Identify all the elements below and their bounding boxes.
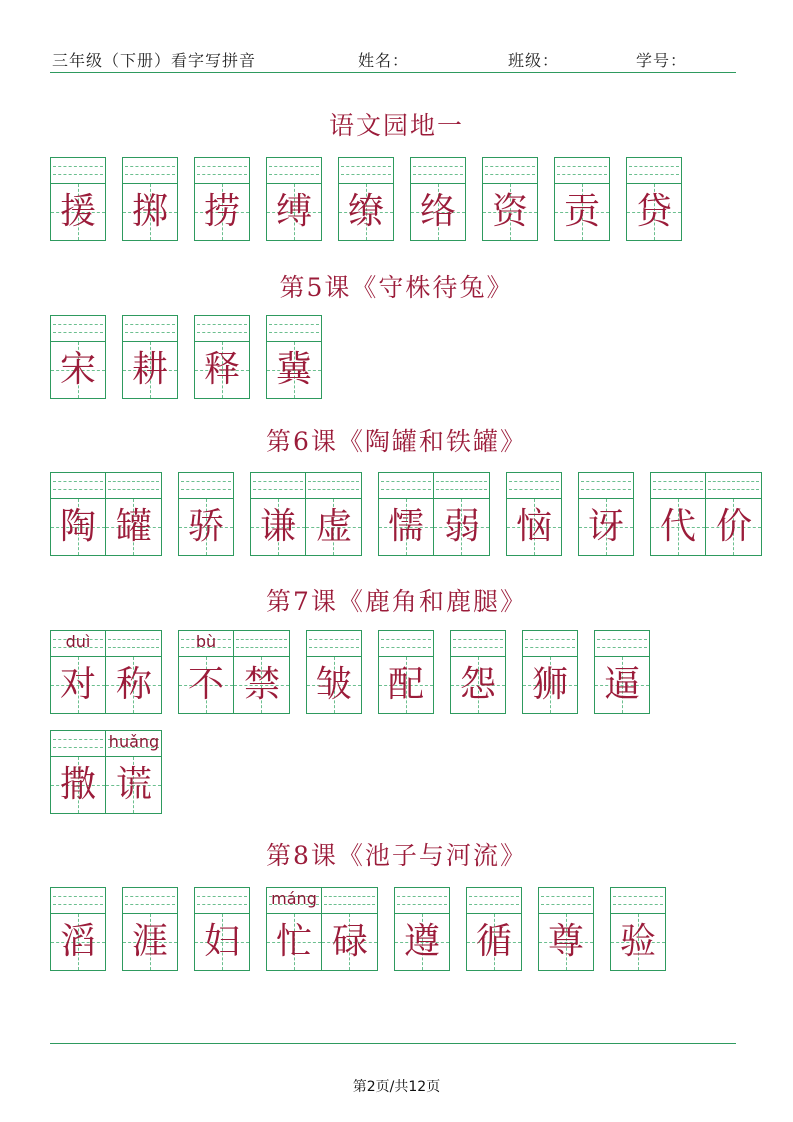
- pinyin-text: bù: [195, 632, 217, 651]
- chinese-character: 络: [419, 191, 456, 232]
- character-cell: [706, 472, 762, 558]
- chinese-character: 循: [475, 921, 512, 962]
- chinese-character: 弱: [443, 506, 480, 547]
- word-group: [306, 630, 362, 716]
- chinese-character: 贡: [563, 191, 600, 232]
- lesson-title: 第6课《陶罐和铁罐》: [266, 427, 527, 456]
- lesson-title: 第5课《守株待兔》: [279, 273, 514, 302]
- chinese-character: 耕: [131, 349, 168, 390]
- word-group: [378, 630, 434, 716]
- word-group: [250, 472, 362, 558]
- pinyin-writing-box[interactable]: [706, 472, 762, 498]
- character-cell: [194, 157, 250, 243]
- pinyin-text: máng: [271, 889, 317, 908]
- pinyin-writing-box[interactable]: [466, 887, 522, 913]
- word-group: [378, 472, 490, 558]
- pinyin-writing-box[interactable]: [122, 315, 178, 341]
- character-cell: [266, 157, 322, 243]
- pinyin-writing-box[interactable]: [122, 887, 178, 913]
- pinyin-writing-box[interactable]: [50, 472, 106, 498]
- class-label: 班级：: [508, 51, 560, 70]
- chinese-character: 谎: [115, 764, 152, 805]
- chinese-character: 撒: [59, 764, 96, 805]
- character-cell: [106, 730, 162, 816]
- chinese-character: 援: [59, 191, 96, 232]
- character-cell: [538, 887, 594, 973]
- pinyin-writing-box[interactable]: [506, 472, 562, 498]
- chinese-character: 遵: [403, 921, 440, 962]
- pinyin-writing-box[interactable]: [410, 157, 466, 183]
- name-label: 姓名：: [358, 51, 410, 70]
- pinyin-writing-box[interactable]: [194, 315, 250, 341]
- pinyin-writing-box[interactable]: [50, 315, 106, 341]
- pinyin-writing-box[interactable]: [450, 630, 506, 656]
- chinese-character: 讶: [587, 506, 624, 547]
- character-cell: [50, 315, 106, 401]
- pinyin-writing-box[interactable]: [554, 157, 610, 183]
- chinese-character: 懦: [387, 506, 424, 547]
- character-cell: [306, 472, 362, 558]
- pinyin-writing-box[interactable]: [394, 887, 450, 913]
- lesson-title: 语文园地一: [328, 111, 464, 140]
- chinese-character: 缚: [275, 191, 312, 232]
- page-number: 第2页/共12页: [352, 1079, 441, 1095]
- character-cell: [266, 887, 322, 973]
- character-cell: [594, 630, 650, 716]
- character-cell: [482, 157, 538, 243]
- pinyin-writing-box[interactable]: [266, 157, 322, 183]
- pinyin-writing-box[interactable]: [106, 630, 162, 656]
- pinyin-writing-box[interactable]: [610, 887, 666, 913]
- pinyin-writing-box[interactable]: [538, 887, 594, 913]
- pinyin-writing-box[interactable]: [306, 472, 362, 498]
- word-group: [178, 472, 234, 558]
- chinese-character: 缭: [347, 191, 384, 232]
- worksheet-title: 三年级（下册）看字写拼音: [52, 51, 257, 70]
- word-group: [194, 887, 250, 973]
- character-cell: [650, 472, 706, 558]
- word-group: [122, 315, 178, 401]
- chinese-character: 忙: [275, 921, 312, 962]
- word-group: [554, 157, 610, 243]
- character-cell: [266, 315, 322, 401]
- character-cell: [434, 472, 490, 558]
- chinese-character: 狮: [531, 664, 568, 705]
- word-group: [482, 157, 538, 243]
- pinyin-writing-box[interactable]: [434, 472, 490, 498]
- character-cell: [610, 887, 666, 973]
- word-group: [594, 630, 650, 716]
- character-cell: [122, 157, 178, 243]
- chinese-character: 滔: [59, 921, 96, 962]
- word-group: [194, 157, 250, 243]
- chinese-character: 配: [387, 664, 424, 705]
- character-cell: [250, 472, 306, 558]
- word-group: [50, 157, 106, 243]
- word-group: [122, 887, 178, 973]
- word-group: [538, 887, 594, 973]
- character-cell: [50, 887, 106, 973]
- word-group: [50, 472, 162, 558]
- character-cell: [50, 157, 106, 243]
- word-group: [650, 472, 762, 558]
- chinese-character: 代: [659, 506, 696, 547]
- word-group: [466, 887, 522, 973]
- character-cell: [234, 630, 290, 716]
- pinyin-writing-box[interactable]: [50, 887, 106, 913]
- chinese-character: 谦: [259, 506, 296, 547]
- chinese-character: 骄: [187, 506, 224, 547]
- pinyin-writing-box[interactable]: [378, 472, 434, 498]
- chinese-character: 禁: [243, 664, 280, 705]
- chinese-character: 资: [491, 191, 528, 232]
- word-group: [450, 630, 506, 716]
- character-cell: [410, 157, 466, 243]
- chinese-character: 恼: [515, 506, 552, 547]
- word-group: [578, 472, 634, 558]
- pinyin-writing-box[interactable]: [122, 157, 178, 183]
- word-group: [50, 730, 162, 816]
- character-cell: [194, 315, 250, 401]
- pinyin-text: duì: [65, 632, 91, 651]
- student-id-label: 学号：: [636, 51, 688, 70]
- character-cell: [122, 315, 178, 401]
- character-cell: [306, 630, 362, 716]
- pinyin-writing-box[interactable]: [106, 472, 162, 498]
- word-group: [266, 315, 322, 401]
- character-cell: [378, 472, 434, 558]
- chinese-character: 逼: [603, 664, 640, 705]
- chinese-character: 尊: [547, 921, 584, 962]
- chinese-character: 释: [203, 349, 240, 390]
- pinyin-writing-box[interactable]: [50, 157, 106, 183]
- word-group: [410, 157, 466, 243]
- pinyin-writing-box[interactable]: [378, 630, 434, 656]
- word-group: [506, 472, 562, 558]
- word-group: [610, 887, 666, 973]
- word-group: [626, 157, 682, 243]
- chinese-character: 称: [115, 664, 152, 705]
- chinese-character: 捞: [203, 191, 240, 232]
- word-group: [178, 630, 290, 716]
- character-cell: [554, 157, 610, 243]
- pinyin-writing-box[interactable]: [194, 157, 250, 183]
- character-cell: [626, 157, 682, 243]
- word-group: [50, 887, 106, 973]
- pinyin-writing-box[interactable]: [650, 472, 706, 498]
- character-cell: [194, 887, 250, 973]
- pinyin-writing-box[interactable]: [594, 630, 650, 656]
- word-group: [122, 157, 178, 243]
- chinese-character: 怨: [459, 664, 496, 705]
- character-cell: [106, 630, 162, 716]
- pinyin-writing-box[interactable]: [322, 887, 378, 913]
- character-cell: [450, 630, 506, 716]
- word-group: [338, 157, 394, 243]
- chinese-character: 妇: [203, 921, 240, 962]
- chinese-character: 掷: [131, 191, 168, 232]
- chinese-character: 冀: [275, 349, 312, 390]
- word-group: [50, 630, 162, 716]
- chinese-character: 罐: [115, 506, 152, 547]
- character-cell: [394, 887, 450, 973]
- pinyin-writing-box[interactable]: [578, 472, 634, 498]
- chinese-character: 不: [187, 664, 224, 705]
- pinyin-writing-box[interactable]: [626, 157, 682, 183]
- pinyin-writing-box[interactable]: [338, 157, 394, 183]
- word-group: [50, 315, 106, 401]
- pinyin-writing-box[interactable]: [266, 315, 322, 341]
- chinese-character: 虚: [315, 506, 352, 547]
- character-cell: [338, 157, 394, 243]
- character-cell: [322, 887, 378, 973]
- chinese-character: 贷: [635, 191, 672, 232]
- character-cell: [50, 630, 106, 716]
- pinyin-writing-box[interactable]: [194, 887, 250, 913]
- pinyin-writing-box[interactable]: [50, 730, 106, 756]
- character-cell: [466, 887, 522, 973]
- word-group: [522, 630, 578, 716]
- chinese-character: 皱: [315, 664, 352, 705]
- character-cell: [178, 630, 234, 716]
- pinyin-writing-box[interactable]: [522, 630, 578, 656]
- footer-divider: [50, 1043, 736, 1044]
- character-cell: [106, 472, 162, 558]
- character-cell: [378, 630, 434, 716]
- character-cell: [178, 472, 234, 558]
- character-cell: [50, 472, 106, 558]
- word-group: [266, 887, 378, 973]
- pinyin-writing-box[interactable]: [482, 157, 538, 183]
- character-cell: [50, 730, 106, 816]
- word-group: [266, 157, 322, 243]
- pinyin-writing-box[interactable]: [250, 472, 306, 498]
- chinese-character: 宋: [59, 349, 96, 390]
- word-group: [194, 315, 250, 401]
- character-cell: [578, 472, 634, 558]
- chinese-character: 价: [715, 506, 752, 547]
- pinyin-writing-box[interactable]: [234, 630, 290, 656]
- chinese-character: 陶: [59, 506, 96, 547]
- chinese-character: 涯: [131, 921, 168, 962]
- chinese-character: 碌: [331, 921, 368, 962]
- pinyin-text: huǎng: [108, 732, 160, 751]
- pinyin-writing-box[interactable]: [178, 472, 234, 498]
- character-cell: [506, 472, 562, 558]
- pinyin-writing-box[interactable]: [306, 630, 362, 656]
- character-cell: [522, 630, 578, 716]
- word-group: [394, 887, 450, 973]
- character-cell: [122, 887, 178, 973]
- chinese-character: 验: [619, 921, 656, 962]
- lesson-title: 第7课《鹿角和鹿腿》: [266, 587, 527, 616]
- chinese-character: 对: [59, 664, 96, 705]
- lesson-title: 第8课《池子与河流》: [266, 841, 527, 870]
- page-header: [50, 48, 736, 73]
